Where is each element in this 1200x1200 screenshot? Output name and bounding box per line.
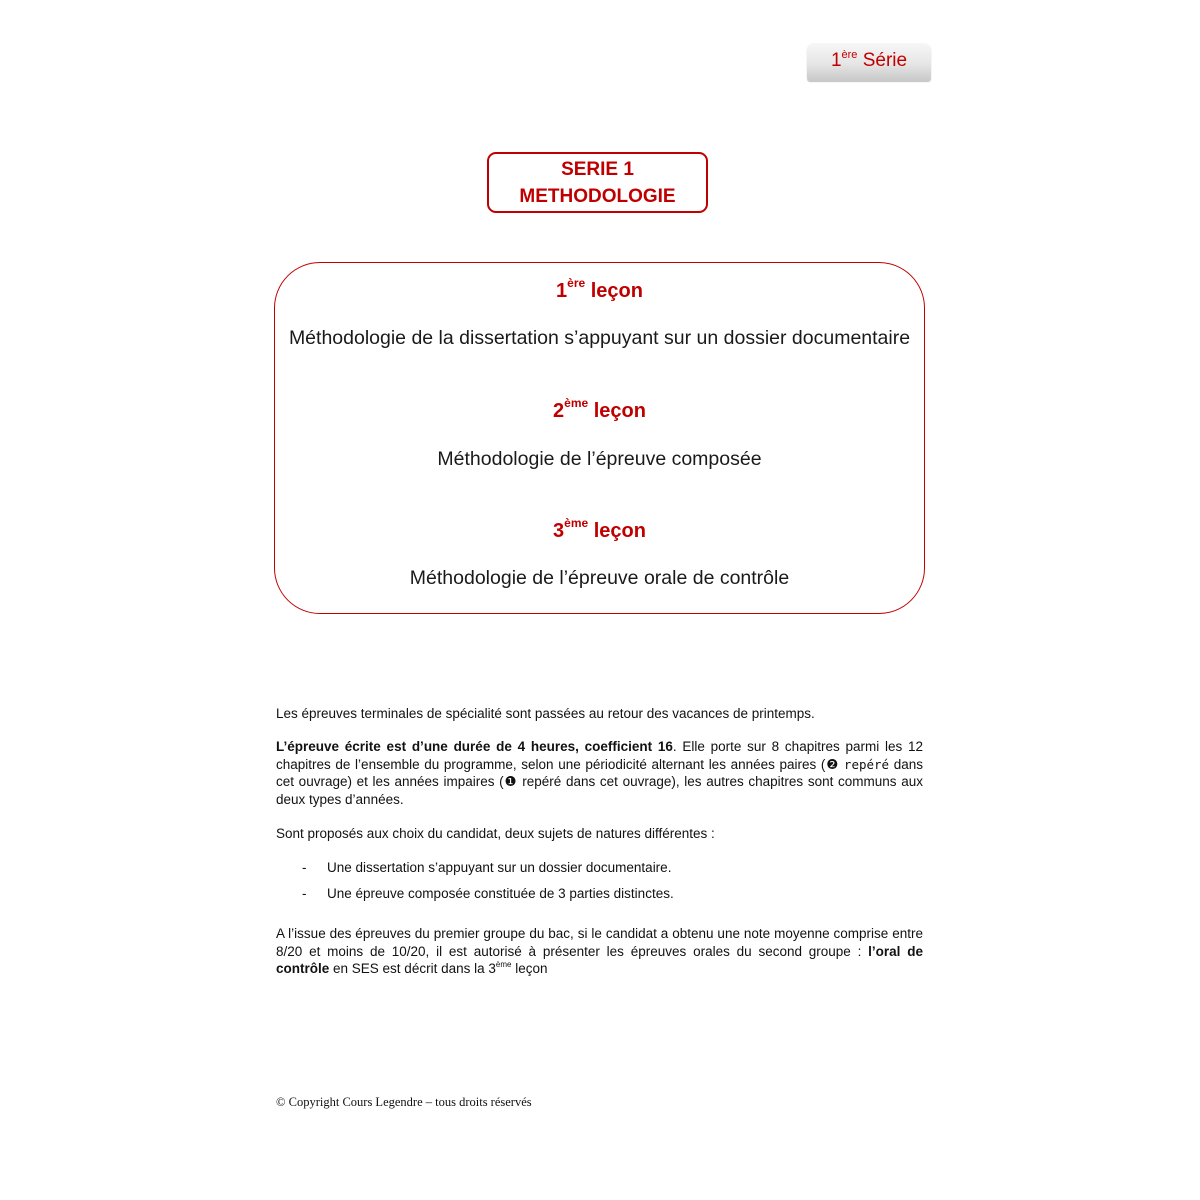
bullet-item-2: Une épreuve composée constituée de 3 parties distinctes. — [327, 886, 674, 901]
copyright-footer: © Copyright Cours Legendre – tous droits réservés — [276, 1095, 532, 1109]
lesson-3-superscript: ème — [564, 516, 589, 531]
written-exam-text-1: . Elle porte sur 8 chapitres parmi les 12 chapitres de l’ensemble du programme, selon une périodicité alternant les années paires ( — [276, 739, 923, 772]
title-line-2: METHODOLOGIE — [519, 185, 676, 207]
lesson-2-superscript: ème — [564, 396, 589, 411]
lesson-2-word: leçon — [593, 400, 646, 422]
series-tab-superscript: ère — [841, 48, 858, 61]
paragraph-subjects: Sont proposés aux choix du candidat, deux sujets de natures différentes : — [276, 826, 715, 841]
oral-exam-bold: l’oral de contrôle — [276, 943, 923, 976]
paragraph-intro: Les épreuves terminales de spécialité sont passées au retour des vacances de printemps. — [276, 706, 815, 721]
bullet-dash-2: - — [302, 886, 307, 901]
title-line-1: SERIE 1 — [561, 158, 634, 180]
title-box — [487, 152, 708, 213]
even-years-marker: ❷ — [825, 756, 840, 772]
oral-exam-text-2: en SES est décrit dans la 3 — [329, 961, 496, 976]
lesson-3-number: 3 — [553, 520, 565, 542]
lesson-1-number: 1 — [556, 280, 568, 302]
written-exam-text-2: dans cet ouvrage) et les années impaires ( — [276, 756, 923, 789]
written-exam-bold: L’épreuve écrite est d’une durée de 4 heures, coefficient 16 — [276, 739, 673, 754]
lesson-1-superscript: ère — [567, 276, 586, 291]
lesson-1-word: leçon — [590, 280, 643, 302]
bullet-item-1: Une dissertation s’appuyant sur un dossier documentaire. — [327, 860, 672, 875]
lesson-3-title — [275, 516, 924, 543]
lesson-2-number: 2 — [553, 400, 565, 422]
lesson-3-description: Méthodologie de l’épreuve orale de contrôle — [409, 567, 790, 589]
lesson-1-title — [275, 276, 924, 303]
paragraph-written-exam — [276, 738, 923, 808]
repere-label: repéré — [843, 756, 890, 772]
series-tab-word: Série — [862, 50, 908, 71]
lesson-3-word: leçon — [593, 520, 646, 542]
series-tab-number: 1 — [830, 50, 842, 71]
odd-years-marker: ❶ — [503, 774, 518, 789]
lesson-2-description: Méthodologie de l’épreuve composée — [437, 448, 762, 470]
series-tab — [807, 43, 931, 81]
oral-exam-text-1: A l’issue des épreuves du premier groupe du bac, si le candidat a obtenu une note moyenne comprise entre 8/20 et moins de 10/20, il est autorisé à présenter les épreuves orales du second groupe : — [276, 926, 923, 959]
written-exam-text-3: repéré dans cet ouvrage), les autres chapitres sont communs aux deux types d’années. — [276, 774, 923, 807]
oral-exam-superscript: ème — [495, 959, 512, 969]
lesson-1-description: Méthodologie de la dissertation s’appuyant sur un dossier documentaire — [288, 327, 911, 349]
lesson-2-title — [275, 396, 924, 423]
oral-exam-text-3: leçon — [511, 961, 548, 976]
lessons-box — [274, 262, 925, 614]
paragraph-oral-exam — [276, 925, 923, 978]
bullet-dash-1: - — [302, 860, 307, 875]
